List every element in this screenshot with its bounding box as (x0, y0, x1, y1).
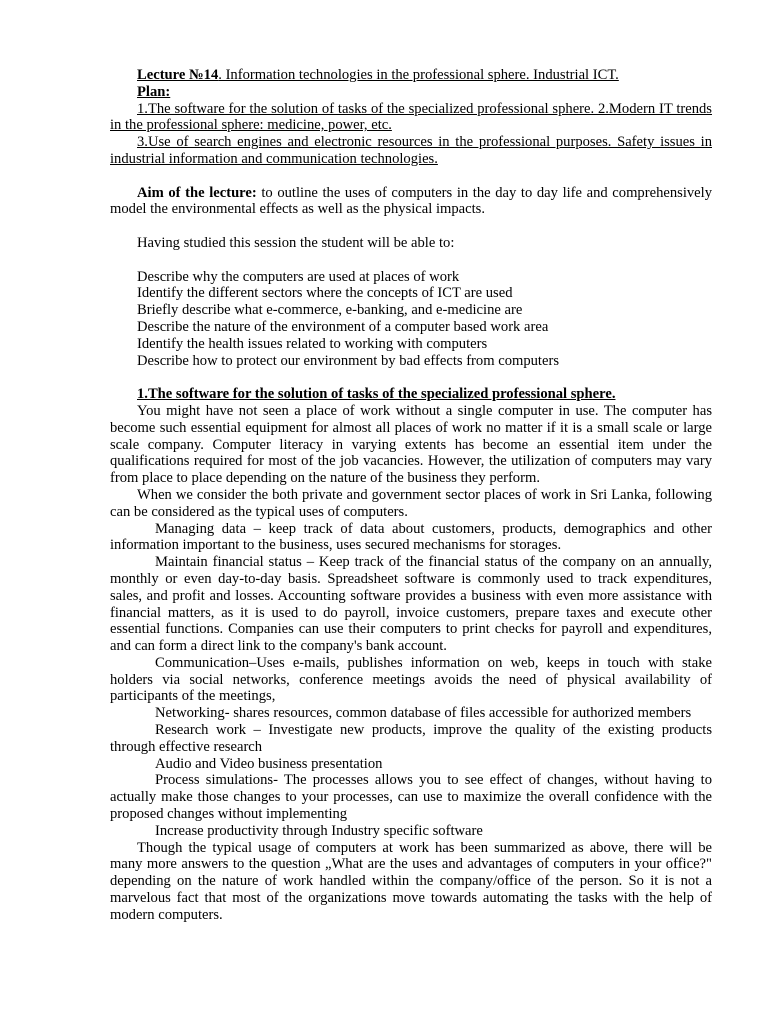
section-1-paragraph-1: You might have not seen a place of work without a single computer in use. The computer has become such essential equipment for almost all places of work no matter if it is a small scale or large scale company. Computer literacy in varying extents has become an essential item under the qualifications required for most of the job vacancies. However, the utilization of computers may vary from place to place depending on the nature of the business they perform. (110, 402, 712, 487)
objective-item: Describe why the computers are used at places of work (137, 268, 460, 285)
plan-heading-line (110, 84, 712, 101)
bullet-text: Audio and Video business presentation (155, 755, 383, 772)
bullet-item (110, 772, 712, 822)
objective-item: Describe the nature of the environment of a computer based work area (137, 318, 549, 335)
bullet-text: Communication–Uses e-mails, publishes information on web, keeps in touch with stake holders via social networks, conference meetings avoids the need of physical availability of participants of the meetings, (110, 654, 712, 705)
plan-heading: Plan: (137, 83, 171, 100)
bullet-item (110, 722, 712, 756)
aim-text: to outline the uses of computers in the day to day life and comprehensively model the environmental effects as well as the physical impacts. (110, 184, 713, 218)
lecture-title-line (110, 67, 712, 84)
lecture-number: Lecture №14 (137, 67, 219, 83)
bullet-item (110, 705, 712, 722)
bullet-text: Managing data – keep track of data about customers, products, demographics and other information important to the business, uses secured mechanisms for storages. (110, 520, 712, 554)
bullet-item (110, 823, 712, 840)
aim-label: Aim of the lecture: (137, 184, 257, 201)
section-1-paragraph-3: Though the typical usage of computers at work has been summarized as above, there will be many more answers to the question „What are the uses and advantages of computers in your office?" depending on the nature of work handled within the company/office of the person. So it is not a marvelous fact that most of the organizations move towards automating the tasks with the help of modern computers. (110, 839, 712, 923)
objective-item: Identify the health issues related to working with computers (137, 335, 488, 352)
objective-item: Identify the different sectors where the concepts of ICT are used (137, 285, 513, 302)
bullet-item (110, 756, 712, 773)
objective-item: Describe how to protect our environment by bad effects from computers (137, 352, 560, 369)
bullet-text: Research work – Investigate new products, improve the quality of the existing products through effective research (110, 722, 712, 755)
objectives-intro: Having studied this session the student will be able to: (137, 234, 455, 251)
bullet-item (110, 554, 712, 655)
objective-item: Briefly describe what e-commerce, e-banking, and e-medicine are (137, 302, 523, 319)
aim-paragraph (110, 185, 712, 219)
section-1-heading: 1.The software for the solution of tasks of the specialized professional sphere. (137, 386, 616, 403)
bullet-text: Process simulations- The processes allows you to see effect of changes, without having to actually make those changes to your processes, can use to maximize the overall confidence with the proposed changes without implementing (110, 772, 712, 823)
lecture-title: . Information technologies in the professional sphere. Industrial ICT. (218, 67, 619, 83)
plan-item-1-2: 1.The software for the solution of tasks of the specialized professional sphere. 2.Modern IT trends in the professional sphere: medicine, power, etc. (110, 100, 712, 134)
section-1-heading-line (110, 386, 712, 403)
section-1-paragraph-2: When we consider the both private and government sector places of work in Sri Lanka, following can be considered as the typical uses of computers. (110, 486, 712, 520)
bullet-item (110, 655, 712, 705)
bullet-text: Maintain financial status – Keep track of the financial status of the company on an annually, monthly or even day-to-day basis. Spreadsheet software is commonly used to track expenditures, sales, and profit and losses. Accounting software provides a business with even more assistance with financial matters, as it is used to do payroll, invoice customers, prepare taxes and execute other essential functions. Companies can use their computers to print checks for payroll and expenditures, and can form a direct link to the company's bank account. (110, 554, 712, 655)
bullet-text: Increase productivity through Industry specific software (155, 822, 483, 839)
plan-item-3: 3.Use of search engines and electronic resources in the professional purposes. Safety issues in industrial information and communication technologies. (110, 134, 712, 167)
bullet-text: Networking- shares resources, common database of files accessible for authorized members (155, 705, 692, 722)
bullet-item (110, 521, 712, 555)
